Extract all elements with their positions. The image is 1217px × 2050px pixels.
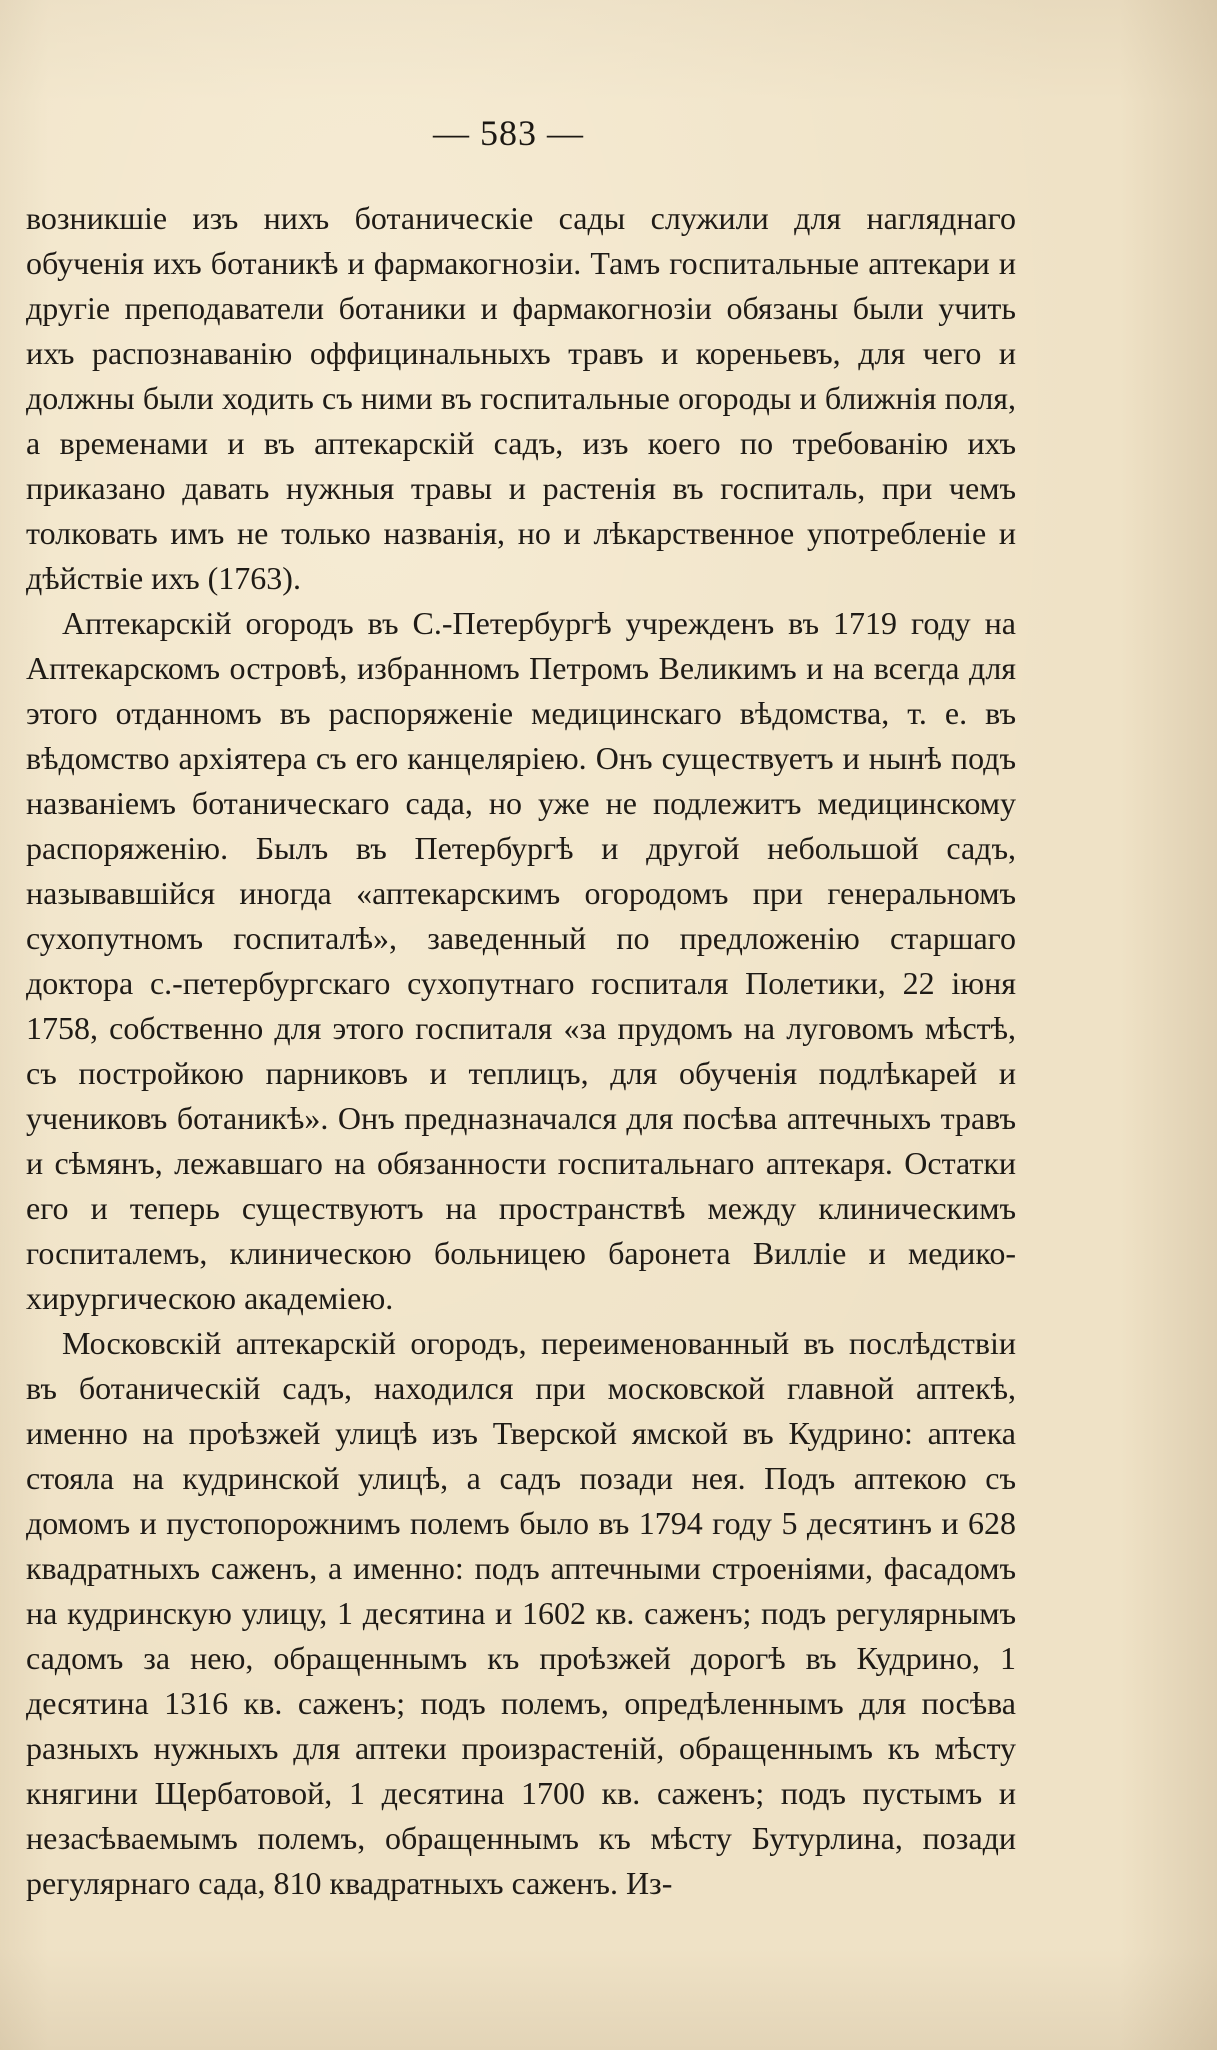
paragraph-moscow-garden: Московскій аптекарскій огородъ, переименованный въ послѣдствіи въ ботаническій садъ, находился при московской главной аптекѣ, именно на проѣзжей улицѣ изъ Тверской ямской въ Кудрино: аптека стояла на кудринской улицѣ, а садъ позади нея. Подъ аптекою съ домомъ и пустопорожнимъ полемъ было въ 1794 году 5 десятинъ и 628 квадратныхъ саженъ, а именно: подъ аптечными строеніями, фасадомъ на кудринскую улицу, 1 десятина и 1602 кв. саженъ; подъ регулярнымъ садомъ за нею, обращеннымъ къ проѣзжей дорогѣ въ Кудрино, 1 десятина 1316 кв. саженъ; подъ полемъ, опредѣленнымъ для посѣва разныхъ нужныхъ для аптеки произрастеній, обращеннымъ къ мѣсту княгини Щербатовой, 1 десятина 1700 кв. саженъ; подъ пустымъ и незасѣваемымъ полемъ, обращеннымъ къ мѣсту Бутурлина, позади регулярнаго сада, 810 квадратныхъ саженъ. Из- xyxy=(26,1325,1016,1901)
paragraph-continuation: возникшіе изъ нихъ ботаническіе сады служили для нагляднаго обученія ихъ ботаникѣ и фармакогнозіи. Тамъ госпитальные аптекари и другіе преподаватели ботаники и фармакогнозіи обязаны были учить ихъ распознаванію оффицинальныхъ травъ и кореньевъ, для чего и должны были ходить съ ними въ госпитальные огороды и ближнія поля, а временами и въ аптекарскій садъ, изъ коего по требованію ихъ приказано давать нужныя травы и растенія въ госпиталь, при чемъ толковать имъ не только названія, но и лѣкарственное употребленіе и дѣйствіе ихъ (1763). xyxy=(26,200,1016,596)
body-text xyxy=(26,196,1016,1906)
page-number: — 583 — xyxy=(433,113,584,153)
paragraph-petersburg-garden: Аптекарскій огородъ въ С.-Петербургѣ учрежденъ въ 1719 году на Аптекарскомъ островѣ, избранномъ Петромъ Великимъ и на всегда для этого отданномъ въ распоряженіе медицинскаго вѣдомства, т. е. въ вѣдомство архіятера съ его канцеляріею. Онъ существуетъ и нынѣ подъ названіемъ ботаническаго сада, но уже не подлежитъ медицинскому распоряженію. Былъ въ Петербургѣ и другой небольшой садъ, называвшійся иногда «аптекарскимъ огородомъ при генеральномъ сухопутномъ госпиталѣ», заведенный по предложенію старшаго доктора с.-петербургскаго сухопутнаго госпиталя Полетики, 22 іюня 1758, собственно для этого госпиталя «за прудомъ на луговомъ мѣстѣ, съ постройкою парниковъ и теплицъ, для обученія подлѣкарей и учениковъ ботаникѣ». Онъ предназначался для посѣва аптечныхъ травъ и сѣмянъ, лежавшаго на обязанности госпитальнаго аптекаря. Остатки его и теперь существуютъ на пространствѣ между клиническимъ госпиталемъ, клиническою больницею баронета Виллiе и медико-хирургическою академіею. xyxy=(26,605,1016,1316)
